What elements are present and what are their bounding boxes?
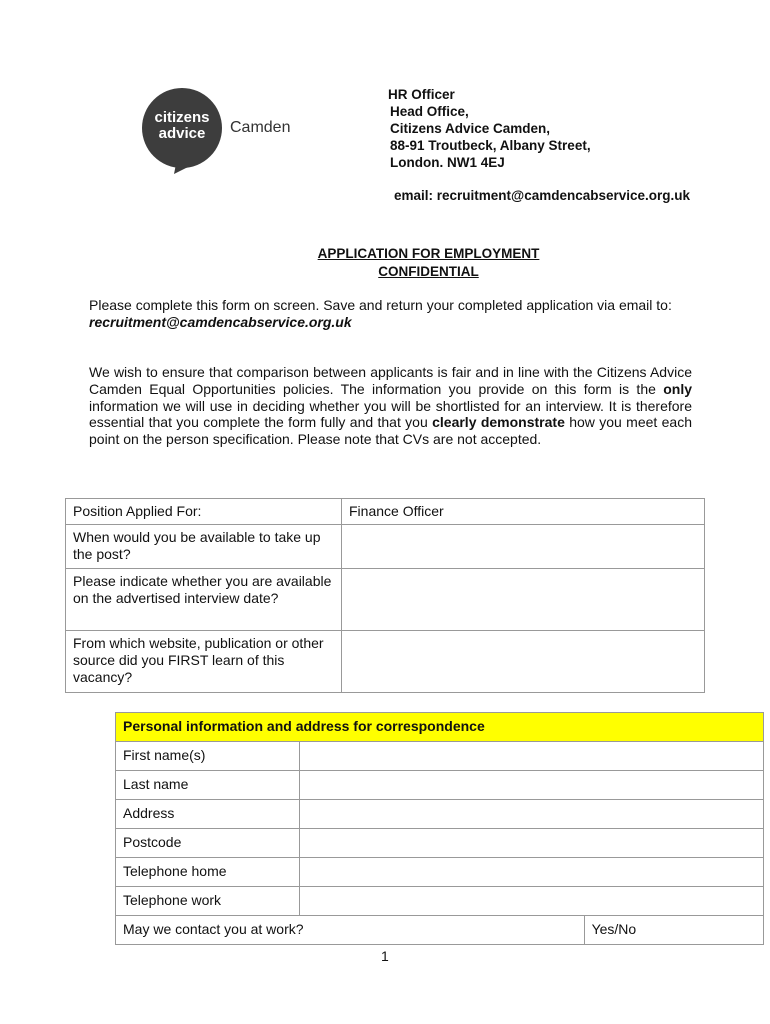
position-value-field[interactable]: Finance Officer (342, 499, 705, 525)
last-name-label: Last name (116, 771, 300, 800)
table-row (116, 771, 764, 800)
contact-at-work-label: May we contact you at work? (116, 916, 585, 945)
table-row (116, 829, 764, 858)
address-line: London. NW1 4EJ (390, 155, 505, 170)
address-line: Head Office, (390, 104, 469, 119)
position-table (65, 498, 705, 693)
address-label: Address (116, 800, 300, 829)
last-name-field[interactable] (300, 771, 764, 800)
telephone-home-label: Telephone home (116, 858, 300, 887)
personal-info-header: Personal information and address for correspondence (116, 713, 764, 742)
address-field[interactable] (300, 800, 764, 829)
table-row (66, 631, 705, 693)
table-row (66, 499, 705, 525)
contact-email: email: recruitment@camdencabservice.org.uk (394, 188, 691, 203)
table-row (66, 525, 705, 569)
recruitment-email-link[interactable]: recruitment@camdencabservice.org.uk (89, 313, 352, 330)
postcode-field[interactable] (300, 829, 764, 858)
table-row (116, 742, 764, 771)
availability-label: When would you be available to take up the post? (66, 525, 342, 569)
interview-date-field[interactable] (342, 569, 705, 631)
intro-paragraph-1: Please complete this form on screen. Save and return your completed application via email to: recruitment@camdencabservice.org.uk (89, 297, 672, 330)
vacancy-source-field[interactable] (342, 631, 705, 693)
interview-date-label: Please indicate whether you are available on the advertised interview date? (66, 569, 342, 631)
table-row (116, 887, 764, 916)
availability-field[interactable] (342, 525, 705, 569)
telephone-home-field[interactable] (300, 858, 764, 887)
first-name-label: First name(s) (116, 742, 300, 771)
first-name-field[interactable] (300, 742, 764, 771)
position-label: Position Applied For: (66, 499, 342, 525)
address-line: HR Officer (388, 87, 455, 102)
recipient-address (390, 86, 591, 171)
postcode-label: Postcode (116, 829, 300, 858)
address-line: 88-91 Troutbeck, Albany Street, (390, 138, 591, 153)
table-row (116, 916, 764, 945)
table-row (116, 800, 764, 829)
document-title: APPLICATION FOR EMPLOYMENT (317, 246, 540, 261)
vacancy-source-label: From which website, publication or other source did you FIRST learn of this vacancy? (66, 631, 342, 693)
telephone-work-label: Telephone work (116, 887, 300, 916)
table-header-row (116, 713, 764, 742)
document-subtitle: CONFIDENTIAL (378, 264, 479, 279)
table-row (116, 858, 764, 887)
table-row (66, 569, 705, 631)
contact-at-work-answer[interactable]: Yes/No (584, 916, 763, 945)
citizens-advice-logo (136, 86, 316, 176)
address-line: Citizens Advice Camden, (390, 121, 551, 136)
page-number: 1 (381, 948, 389, 964)
personal-info-table (115, 712, 764, 945)
logo-wordmark: citizens advice (154, 109, 210, 142)
logo-place-name: Camden (230, 119, 291, 136)
intro-paragraph-2: We wish to ensure that comparison between applicants is fair and in line with the Citizens Advice Camden Equal Opportunities policies. The information you provide on this form is the only information we will use in deciding whether you will be shortlisted for an interview. It is therefore essential that you complete the form fully and that you clearly demonstrate how you meet each point on the person specification. Please note that CVs are not accepted. (89, 364, 692, 448)
telephone-work-field[interactable] (300, 887, 764, 916)
